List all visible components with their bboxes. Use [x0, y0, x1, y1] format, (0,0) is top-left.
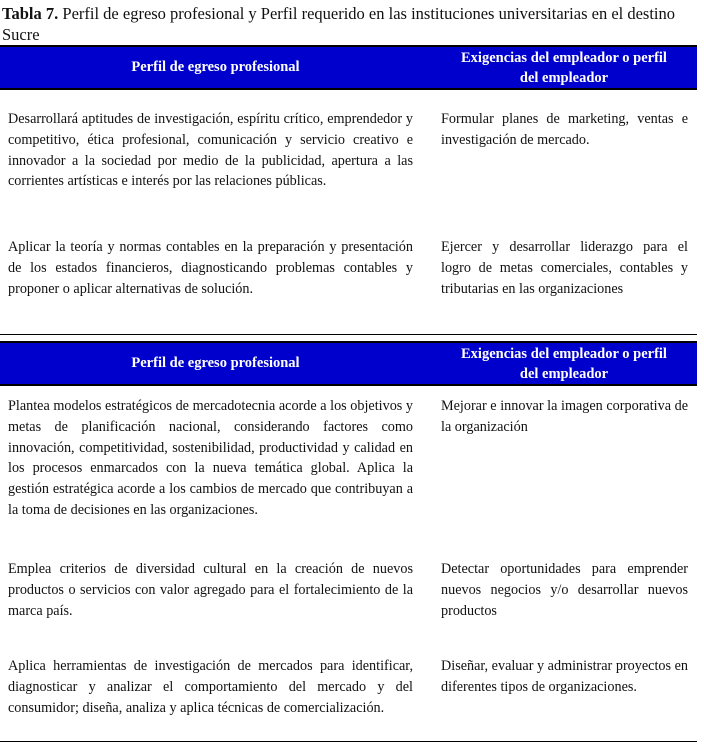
profile-cell: Aplicar la teoría y normas contables en la preparación y presentación de los estados financieros, diagnosticando problemas contables y proponer o aplicar alternativas de solución. [8, 239, 413, 297]
profile-cell: Desarrollará aptitudes de investigación, espíritu crítico, emprendedor y competitivo, ética profesional, comunicación y servicio creativo e innovador a la sociedad por medio de la publicidad, apertura a las corrientes artísticas e interés por las relaciones públicas. [8, 111, 413, 190]
profile-cell: Emplea criterios de diversidad cultural en la creación de nuevos productos o servicios con valor agregado para el fortalecimiento de la marca país. [8, 561, 413, 619]
profile-cell: Plantea modelos estratégicos de mercadotecnia acorde a los objetivos y metas de planificación nacional, considerando factores como innovación, competitividad, sostenibilidad, productividad y calidad en los procesos enmarcados con la nueva temática global. Aplica la gestión estratégica acorde a los cambios de mercado que contribuyan a la toma de decisiones en las organizaciones. [8, 398, 413, 518]
header-employer-line1: Exigencias del empleador o perfil [461, 49, 667, 66]
table-bottom-border [0, 741, 697, 742]
table-title: Perfil de egreso profesional y Perfil requerido en las instituciones universitarias en el destino Sucre [2, 4, 676, 44]
table-divider [0, 334, 697, 335]
employer-cell: Ejercer y desarrollar liderazgo para el logro de metas comerciales, contables y tributarias en las organizaciones [441, 239, 688, 297]
header-employer-line2: del empleador [519, 365, 609, 382]
table-label: Tabla 7. [2, 4, 59, 23]
employer-cell: Diseñar, evaluar y administrar proyectos en diferentes tipos de organizaciones. [441, 658, 688, 695]
employer-cell: Mejorar e innovar la imagen corporativa de la organización [441, 398, 688, 435]
profile-cell: Aplica herramientas de investigación de mercados para identificar, diagnosticar y analizar el comportamiento del mercado y del consumidor; diseña, analiza y aplica técnicas de comercialización. [8, 658, 413, 716]
header-employer [431, 47, 697, 88]
table-caption [2, 3, 700, 45]
header-employer [431, 343, 697, 384]
table-header-1 [0, 45, 697, 90]
header-employer-line2: del empleador [519, 69, 609, 86]
table-header-2 [0, 341, 697, 386]
header-profile: Perfil de egreso profesional [131, 355, 300, 371]
header-profile: Perfil de egreso profesional [131, 59, 300, 75]
employer-cell: Detectar oportunidades para emprender nuevos negocios y/o desarrollar nuevos productos [441, 561, 688, 619]
header-employer-line1: Exigencias del empleador o perfil [461, 345, 667, 362]
employer-cell: Formular planes de marketing, ventas e investigación de mercado. [441, 111, 688, 148]
